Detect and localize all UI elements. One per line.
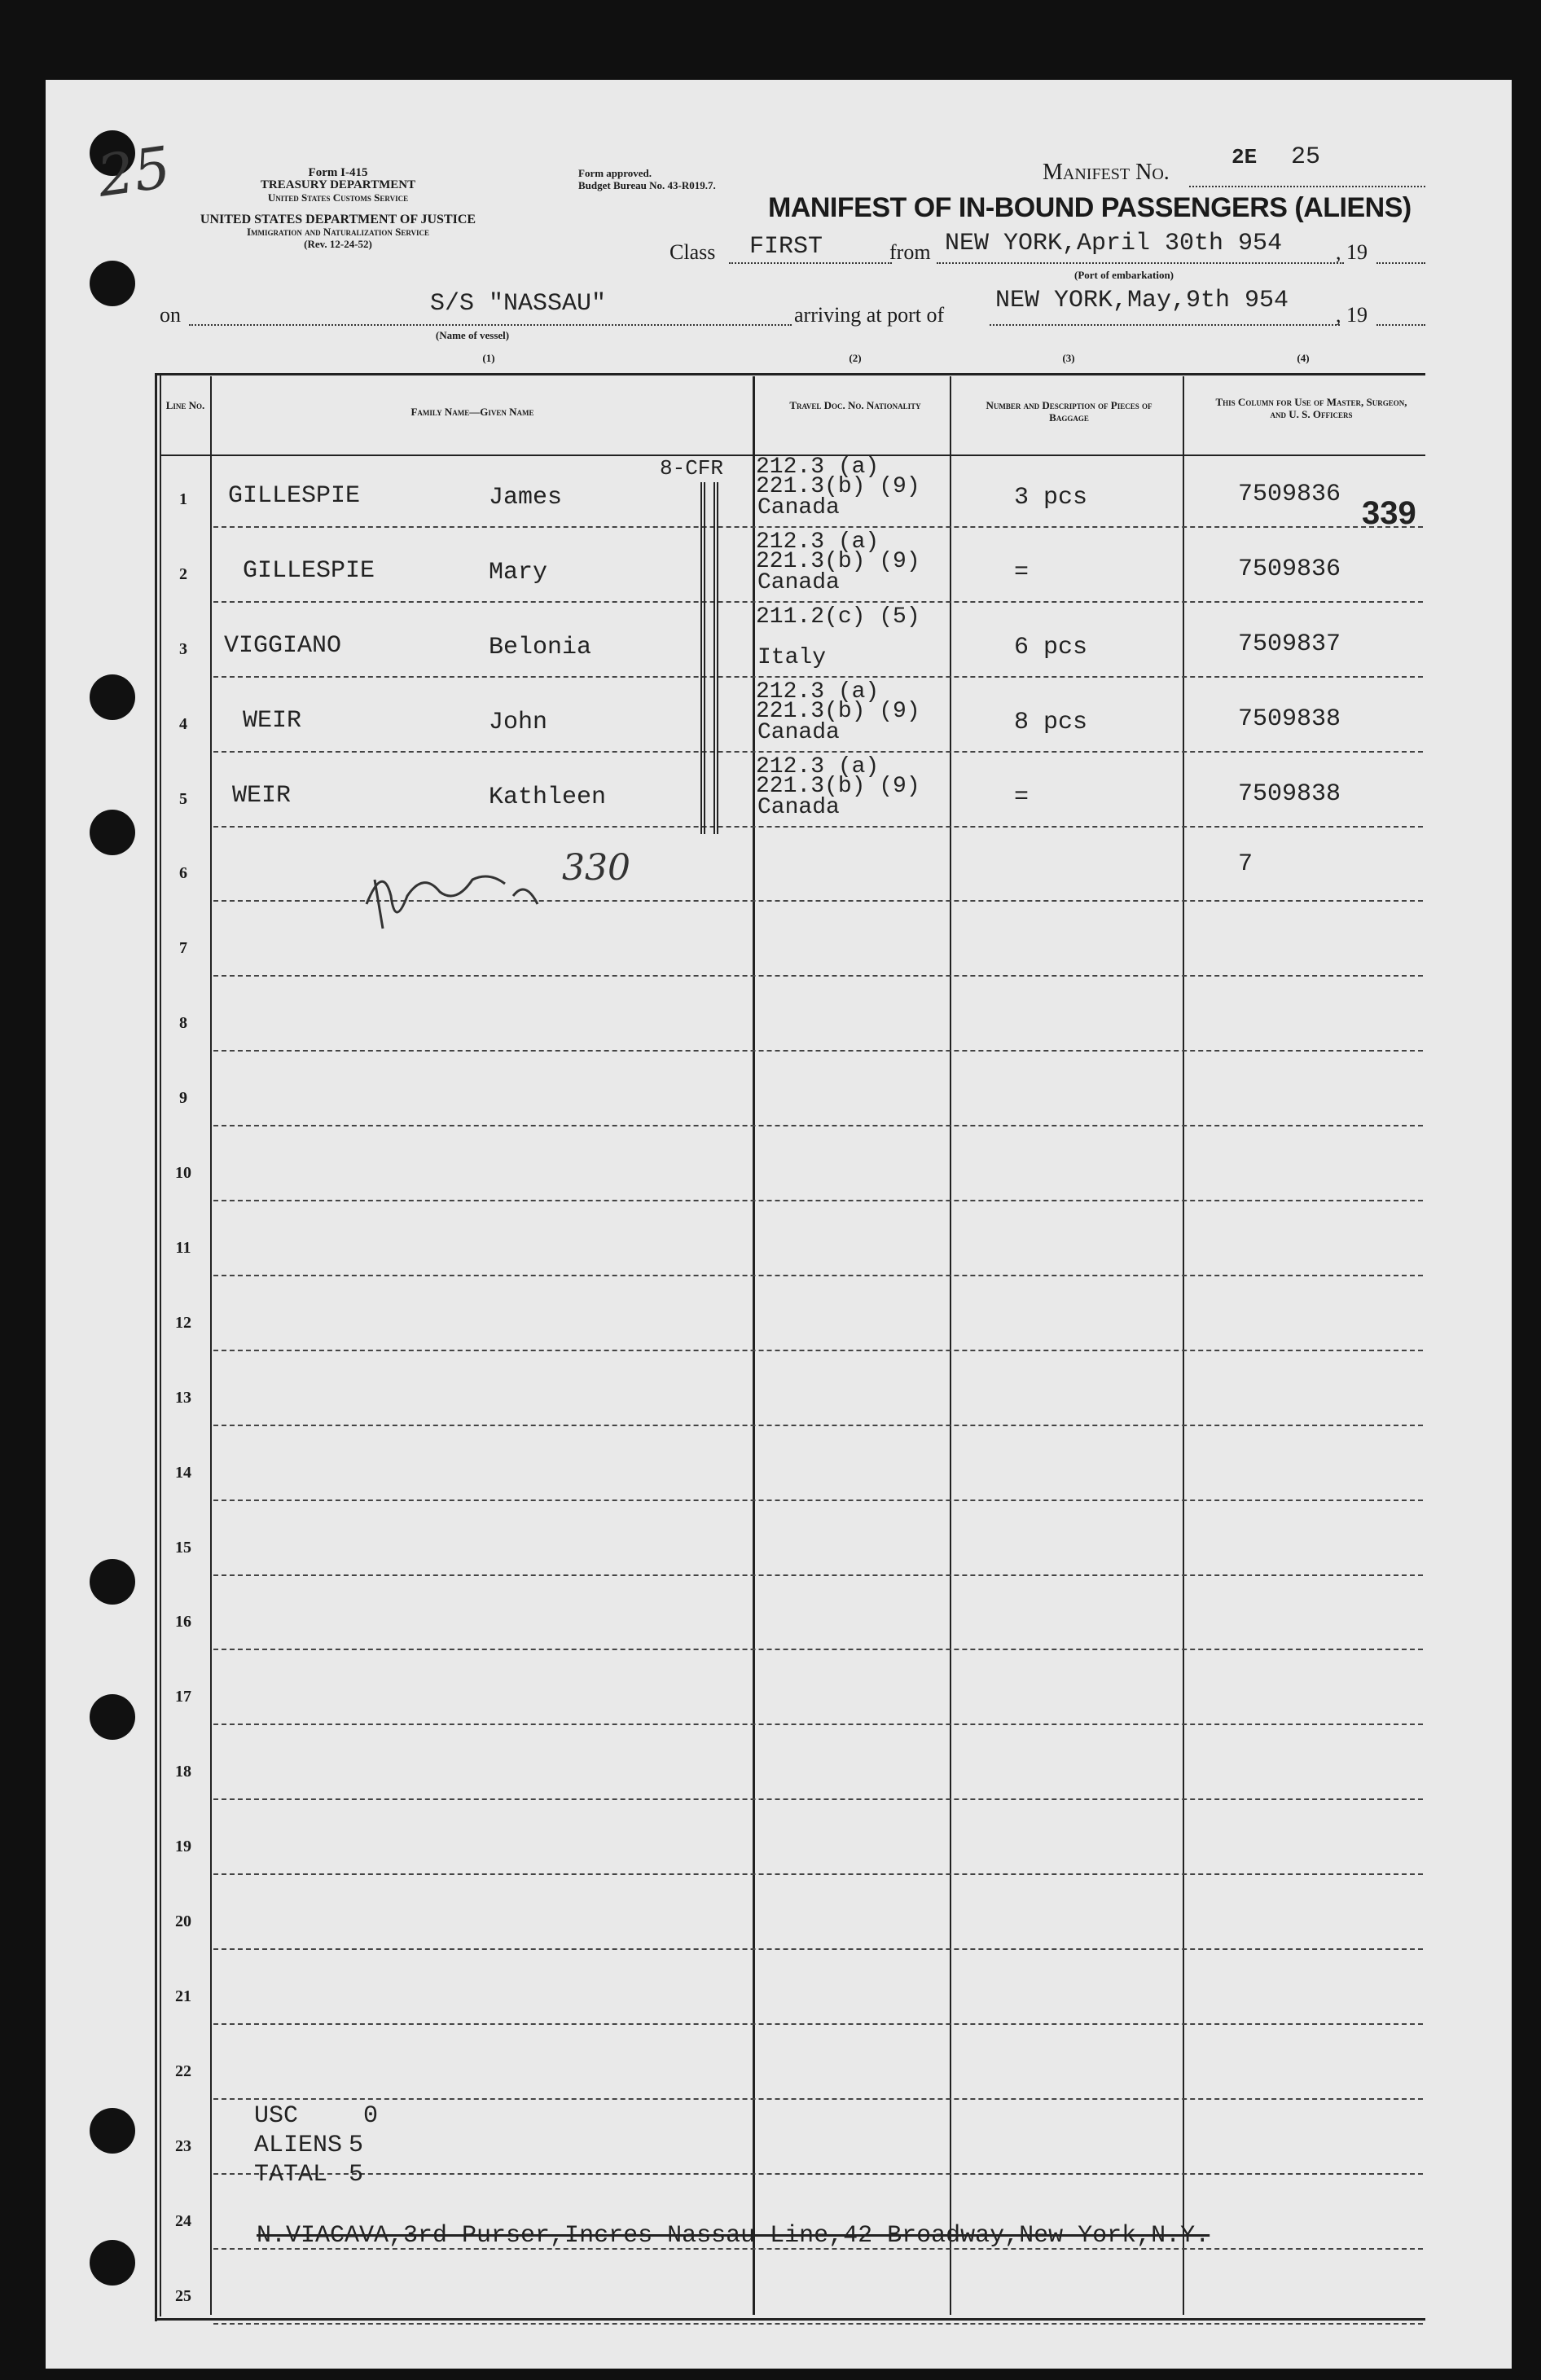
usc-value: 0 — [363, 2102, 379, 2130]
line-number: 17 — [175, 1688, 191, 1706]
line-number: 3 — [179, 640, 187, 658]
budget-bureau: Budget Bureau No. 43-R019.7. — [578, 179, 716, 191]
line-number: 14 — [175, 1464, 191, 1482]
col-header-travel-doc: Travel Doc. No. Nationality — [789, 399, 921, 411]
year-suffix-2: , 19 — [1336, 303, 1368, 327]
travel-doc-line1: 212.3 (a) — [756, 679, 880, 705]
travel-doc-line2: 221.3(b) (9) — [756, 774, 920, 799]
row-guide-line — [213, 676, 1423, 678]
vessel-note: (Name of vessel) — [435, 329, 510, 341]
baggage: = — [1014, 784, 1030, 811]
officer-number: 7509838 — [1238, 705, 1341, 733]
family-name: VIGGIANO — [224, 632, 342, 660]
row-guide-line — [213, 2023, 1423, 2025]
punch-hole — [90, 1559, 135, 1605]
justice-department: UNITED STATES DEPARTMENT OF JUSTICE — [200, 213, 476, 226]
customs-service: United States Customs Service — [267, 191, 409, 204]
row-guide-line — [213, 526, 1423, 528]
line-number: 5 — [179, 790, 187, 808]
embarkation-value: NEW YORK,April 30th 954 — [945, 230, 1283, 257]
total-label: TATAL — [254, 2161, 328, 2189]
form-approved: Form approved. — [578, 167, 652, 179]
line6-officer-value: 7 — [1238, 850, 1253, 878]
from-label: from — [889, 240, 931, 264]
line-number: 10 — [175, 1164, 191, 1182]
punch-hole — [90, 674, 135, 720]
nationality: Canada — [757, 720, 840, 745]
row-guide-line — [213, 751, 1423, 753]
row-guide-line — [213, 975, 1423, 977]
line-number: 9 — [179, 1089, 187, 1107]
col-header-baggage: Number and Description of Pieces of Baggage — [986, 399, 1152, 424]
handwritten-signature — [350, 847, 562, 945]
revision-date: (Rev. 12-24-52) — [304, 238, 372, 250]
form-number: Form I-415 — [308, 166, 368, 179]
year-suffix: , 19 — [1336, 240, 1368, 264]
total-value: 5 — [349, 2161, 364, 2189]
row-guide-line — [213, 1425, 1423, 1426]
row-guide-line — [213, 1125, 1423, 1126]
col-header-name: Family Name—Given Name — [410, 406, 534, 418]
manifest-no-struck: 2E — [1231, 145, 1258, 169]
row-guide-line — [213, 1649, 1423, 1650]
line-number: 18 — [175, 1763, 191, 1781]
line-number: 24 — [175, 2212, 191, 2230]
purser-signature-line: N.VIACAVA,3rd Purser,Incres Nassau Line,42 Broadway,New York,N.Y. — [257, 2222, 1210, 2250]
row-guide-line — [213, 1798, 1423, 1800]
family-name: GILLESPIE — [243, 557, 375, 585]
nationality: Italy — [757, 645, 827, 670]
nationality: Canada — [757, 795, 840, 820]
col-number-3: (3) — [1062, 352, 1075, 364]
usc-label: USC — [254, 2102, 299, 2130]
baggage: = — [1014, 559, 1030, 586]
aliens-label: ALIENS — [254, 2132, 343, 2159]
given-name: Belonia — [489, 634, 592, 661]
line-number: 22 — [175, 2062, 191, 2080]
vessel-name: S/S "NASSAU" — [430, 290, 607, 318]
line-number: 23 — [175, 2137, 191, 2155]
row-guide-line — [213, 1050, 1423, 1052]
arrival-port-value: NEW YORK,May,9th 954 — [995, 287, 1289, 314]
row-guide-line — [213, 2323, 1423, 2325]
col-header-officers: This Column for Use of Master, Surgeon, and U. S. Officers — [1215, 396, 1407, 420]
nationality: Canada — [757, 570, 840, 595]
aliens-value: 5 — [349, 2132, 364, 2159]
line-number: 15 — [175, 1539, 191, 1557]
arriving-label: arriving at port of — [794, 303, 945, 327]
class-value: FIRST — [749, 233, 823, 261]
row-guide-line — [213, 1275, 1423, 1276]
row-guide-line — [213, 1350, 1423, 1351]
punch-hole — [90, 261, 135, 306]
manifest-no-label: Manifest No. — [1043, 160, 1170, 185]
manifest-page — [46, 80, 1512, 2369]
line-number: 13 — [175, 1389, 191, 1407]
nationality: Canada — [757, 495, 840, 520]
given-name: John — [489, 709, 548, 736]
officer-number: 7509837 — [1238, 630, 1341, 658]
officer-number: 7509836 — [1238, 481, 1341, 508]
line-number: 12 — [175, 1314, 191, 1332]
travel-doc-line1: 212.3 (a) — [756, 754, 880, 779]
row-guide-line — [213, 1873, 1423, 1875]
punch-hole — [90, 1694, 135, 1740]
col-number-2: (2) — [849, 352, 862, 364]
row-guide-line — [213, 601, 1423, 603]
line-number: 20 — [175, 1912, 191, 1930]
travel-doc-line2: 221.3(b) (9) — [756, 699, 920, 724]
line-number: 1 — [179, 490, 187, 508]
row-guide-line — [213, 2173, 1423, 2175]
family-name: GILLESPIE — [228, 482, 361, 510]
port-embarkation-note: (Port of embarkation) — [1073, 269, 1174, 281]
punch-hole — [90, 810, 135, 855]
baggage: 3 pcs — [1014, 484, 1088, 512]
officer-number: 7509838 — [1238, 780, 1341, 808]
row-guide-line — [213, 1948, 1423, 1950]
corner-handwritten-number: 25 — [93, 134, 175, 210]
row-guide-line — [213, 2098, 1423, 2100]
line-number: 21 — [175, 1987, 191, 2005]
travel-doc-line1: 212.3 (a) — [756, 529, 880, 555]
line-number: 2 — [179, 565, 187, 583]
cfr-bracket-label: 8-CFR — [660, 456, 724, 481]
class-label: Class — [670, 240, 716, 264]
line-number: 19 — [175, 1838, 191, 1855]
manifest-no-value: 25 — [1291, 143, 1321, 171]
manifest-title: MANIFEST OF IN-BOUND PASSENGERS (ALIENS) — [768, 192, 1411, 223]
on-label: on — [160, 303, 181, 327]
punch-hole — [90, 2108, 135, 2154]
col-number-4: (4) — [1297, 352, 1310, 364]
travel-doc-line2: 221.3(b) (9) — [756, 549, 920, 574]
line-number: 16 — [175, 1613, 191, 1631]
line-number: 4 — [179, 715, 187, 733]
ins-service: Immigration and Naturalization Service — [246, 226, 430, 238]
family-name: WEIR — [232, 782, 292, 810]
handwritten-330: 330 — [562, 847, 630, 889]
given-name: James — [489, 484, 563, 512]
family-name: WEIR — [243, 707, 302, 735]
row-guide-line — [213, 826, 1423, 828]
officer-number: 7509836 — [1238, 555, 1341, 583]
col-number-1: (1) — [482, 352, 495, 364]
stamp-number: 339 — [1362, 495, 1416, 531]
row-guide-line — [213, 1500, 1423, 1501]
treasury-department: TREASURY DEPARTMENT — [260, 178, 416, 191]
row-guide-line — [213, 1724, 1423, 1725]
baggage: 6 pcs — [1014, 634, 1088, 661]
punch-hole — [90, 2240, 135, 2286]
line-number: 6 — [179, 864, 187, 882]
travel-doc-line2: 221.3(b) (9) — [756, 474, 920, 499]
cfr-bracket — [700, 482, 718, 834]
col-header-line-no: Line No. — [165, 399, 205, 411]
row-guide-line — [213, 1574, 1423, 1576]
travel-doc-line1: 211.2(c) (5) — [756, 604, 920, 630]
travel-doc-line1: 212.3 (a) — [756, 454, 880, 480]
baggage: 8 pcs — [1014, 709, 1088, 736]
line-number: 25 — [175, 2287, 191, 2305]
line-number: 11 — [175, 1239, 191, 1257]
given-name: Mary — [489, 559, 548, 586]
row-guide-line — [213, 1200, 1423, 1201]
given-name: Kathleen — [489, 784, 607, 811]
line-number: 7 — [179, 939, 187, 957]
line-number: 8 — [179, 1014, 187, 1032]
